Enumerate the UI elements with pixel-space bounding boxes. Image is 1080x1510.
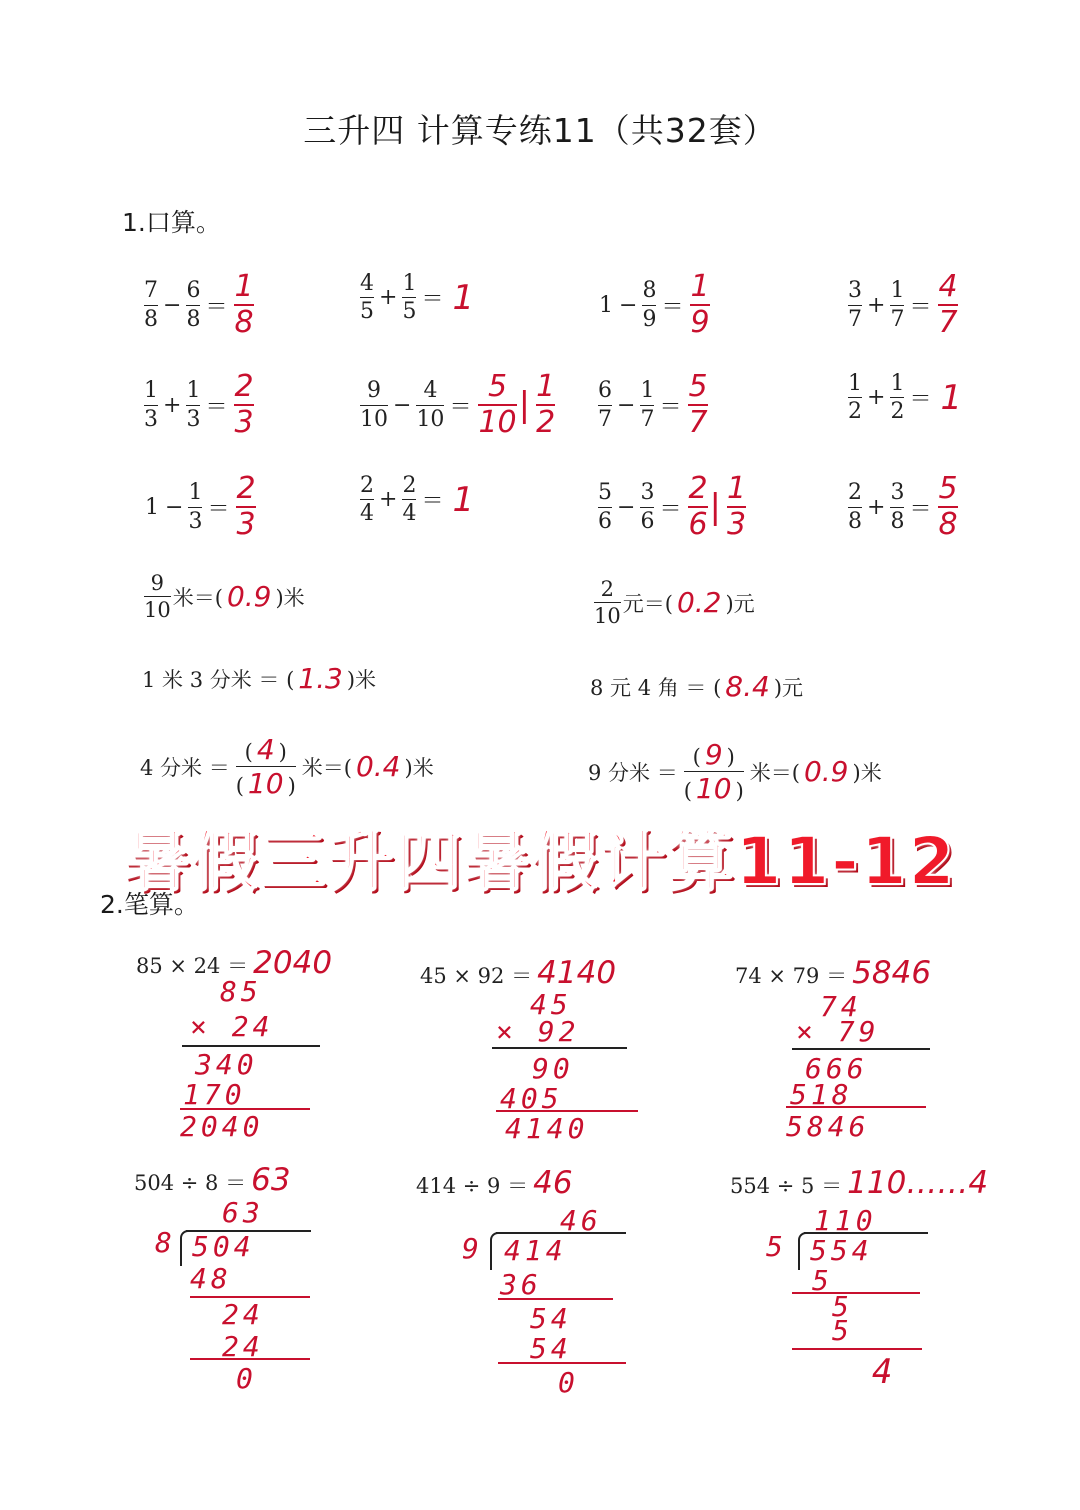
unit-question-1	[142, 572, 305, 621]
work-top: 74	[820, 990, 862, 1023]
unit-text: 4 分米 ＝	[140, 755, 230, 780]
equals-sign: ＝	[909, 496, 932, 522]
fraction	[594, 578, 621, 627]
work-divisor: 9	[462, 1232, 483, 1265]
work-multiplier: × 24	[190, 1010, 274, 1043]
unit-text: )米	[275, 585, 305, 610]
fraction	[890, 279, 904, 330]
written-div-1	[134, 1162, 291, 1198]
work-subtract-2: 24	[222, 1330, 264, 1363]
denominator: 6	[640, 508, 655, 534]
work-remainder-2: 4	[872, 1352, 897, 1392]
oral-question	[358, 272, 474, 323]
denominator: 7	[640, 406, 655, 432]
denominator: 8	[848, 508, 862, 534]
handwritten-answer: 0.2	[676, 586, 722, 620]
unit-question-4	[590, 670, 803, 703]
rule-line	[792, 1348, 922, 1350]
denominator: 3	[186, 406, 201, 432]
handwritten-denominator: 10	[478, 405, 517, 440]
equals-sign: ＝	[909, 294, 932, 320]
handwritten-fraction	[688, 369, 708, 440]
denominator: 9	[642, 306, 657, 332]
problem-text: 554 ÷ 5 ＝	[730, 1174, 843, 1198]
work-partial-1: 90	[532, 1052, 574, 1085]
handwritten-numerator: 1	[727, 471, 747, 506]
unit-question-5	[140, 735, 434, 799]
unit-text: 9 分米 ＝	[588, 760, 678, 785]
operator: −	[163, 292, 182, 318]
work-partial-2: 405	[500, 1082, 563, 1115]
handwritten-answer: 1	[452, 479, 475, 520]
operator: −	[617, 494, 636, 520]
numerator: 1	[640, 378, 655, 404]
fraction	[598, 481, 612, 532]
fraction	[890, 372, 904, 423]
equals-sign: ＝	[421, 287, 444, 313]
work-remainder-2: 0	[558, 1366, 579, 1399]
oral-question	[596, 369, 708, 440]
unit-question-6	[588, 740, 882, 804]
rule-line	[190, 1358, 310, 1360]
work-result: 5846	[786, 1110, 870, 1143]
handwritten-fraction	[536, 369, 556, 440]
section-written-label: 2.笔算。	[100, 890, 199, 919]
oral-question	[358, 474, 474, 525]
numerator: 6	[598, 378, 612, 404]
fraction	[640, 379, 654, 430]
fraction	[144, 572, 171, 621]
unit-text: )元	[773, 675, 804, 700]
handwritten-denominator: 3	[727, 507, 747, 542]
handwritten-answer: 1	[452, 277, 475, 318]
problem-text: 74 × 79 ＝	[735, 964, 848, 988]
handwritten-numerator: 1	[234, 269, 254, 304]
handwritten-denominator: 9	[690, 305, 710, 340]
operator: +	[163, 392, 182, 418]
handwritten-numerator: 4	[938, 269, 958, 304]
numerator: 6	[186, 278, 201, 304]
equals-sign: ＝	[205, 294, 228, 320]
work-remainder-1: 24	[222, 1298, 264, 1331]
operator: +	[379, 487, 398, 513]
operator: +	[867, 292, 886, 318]
handwritten-denominator: 8	[234, 305, 254, 340]
denominator: 3	[144, 406, 158, 432]
rule-line	[792, 1292, 920, 1294]
work-top: 45	[530, 988, 572, 1021]
handwritten-denominator: 7	[938, 305, 958, 340]
numerator: 3	[890, 480, 905, 506]
work-quotient: 110	[814, 1204, 877, 1237]
numerator: 1	[402, 271, 417, 296]
fraction	[642, 279, 656, 330]
work-subtract-1: 5	[812, 1264, 833, 1297]
unit-text: 1 米 3 分米 ＝ (	[142, 667, 295, 692]
handwritten-denominator: 10	[695, 772, 732, 806]
numerator: 2	[600, 577, 615, 601]
handwritten-fraction	[727, 471, 747, 542]
handwritten-answer: 0.4	[355, 750, 401, 784]
operator: −	[165, 494, 184, 520]
denominator: 7	[848, 306, 862, 332]
work-partial-2: 518	[790, 1078, 853, 1111]
work-subtract-2: 5	[832, 1314, 853, 1347]
fraction	[640, 481, 654, 532]
unit-text: 8 元 4 角 ＝ (	[590, 675, 722, 700]
written-mul-3	[735, 955, 931, 991]
unit-text: 米＝(	[172, 585, 223, 610]
handwritten-answer: 63	[251, 1162, 291, 1198]
work-remainder-1: 54	[530, 1302, 572, 1335]
denominator: 10	[594, 604, 621, 629]
denominator: 3	[188, 508, 203, 534]
work-remainder-2: 0	[236, 1362, 257, 1395]
handwritten-answer: 46	[533, 1165, 573, 1201]
equals-sign: ＝	[659, 394, 682, 420]
operator: −	[393, 392, 412, 418]
unit-text: 米＝(	[301, 755, 352, 780]
handwritten-numerator: 2	[234, 369, 254, 404]
handwritten-numerator: 1	[690, 269, 710, 304]
handwritten-denominator: 7	[688, 405, 708, 440]
unit-question-3	[142, 662, 376, 695]
oral-question	[846, 372, 962, 423]
handwritten-fraction	[234, 269, 254, 340]
equals-sign: ＝	[207, 496, 230, 522]
numerator: 4	[423, 378, 438, 404]
work-partial-1: 340	[195, 1048, 258, 1081]
work-divisor: 5	[766, 1230, 787, 1263]
work-result: 2040	[180, 1110, 264, 1143]
handwritten-answer: 2040	[253, 945, 333, 981]
fraction	[186, 279, 200, 330]
work-partial-1: 666	[805, 1052, 868, 1085]
rule-line	[786, 1106, 926, 1108]
numerator: 9	[367, 378, 381, 404]
handwritten-denominator: 3	[234, 405, 254, 440]
handwritten-denominator: 10	[247, 767, 284, 801]
problem-text: 414 ÷ 9 ＝	[416, 1174, 529, 1198]
denominator: 2	[848, 399, 862, 425]
handwritten-numerator: 9	[704, 738, 723, 771]
handwritten-fraction	[478, 369, 517, 440]
denominator: 10	[360, 406, 388, 432]
denominator: 4	[402, 501, 417, 527]
oral-question	[596, 269, 710, 340]
oral-question	[142, 471, 256, 542]
work-subtract-1: 36	[500, 1268, 542, 1301]
handwritten-numerator: 2	[236, 471, 256, 506]
fraction	[144, 379, 158, 430]
numerator: 5	[598, 480, 612, 506]
numerator: 1	[186, 378, 201, 404]
page-title: 三升四 计算专练11（共32套）	[303, 111, 777, 150]
numerator: 2	[848, 480, 862, 506]
rule-line	[498, 1362, 626, 1364]
work-subtract-1: 48	[190, 1262, 232, 1295]
overlay-banner: 暑假三升四暑假计算11-12	[123, 823, 957, 900]
handwritten-fraction	[690, 269, 710, 340]
fraction	[360, 379, 388, 430]
denominator: 4	[360, 501, 374, 527]
fraction	[402, 474, 416, 525]
answer-separator: |	[518, 385, 531, 425]
oral-question	[142, 269, 254, 340]
work-subtract-2: 54	[530, 1332, 572, 1365]
numerator: 1	[848, 371, 862, 396]
fraction	[186, 379, 200, 430]
work-partial-2: 170	[183, 1078, 246, 1111]
rule-line	[792, 1048, 930, 1050]
numerator: 9	[150, 571, 165, 595]
work-divisor: 8	[155, 1226, 176, 1259]
handwritten-fraction	[236, 471, 256, 542]
operator: −	[619, 292, 638, 318]
handwritten-fraction	[938, 269, 958, 340]
division-bracket	[180, 1230, 188, 1266]
numerator: 1	[144, 378, 158, 404]
operator: +	[379, 285, 398, 311]
denominator: 8	[890, 508, 905, 534]
handwritten-numerator: 5	[938, 471, 958, 506]
work-dividend: 554	[810, 1234, 873, 1267]
work-quotient: 46	[560, 1204, 602, 1237]
problem-text: 45 × 92 ＝	[420, 964, 533, 988]
equals-sign: ＝	[909, 387, 932, 413]
whole-number: 1	[145, 494, 159, 520]
work-result: 4140	[505, 1112, 589, 1145]
oral-question	[846, 471, 958, 542]
denominator: 8	[144, 306, 158, 332]
handwritten-numerator: 5	[488, 369, 508, 404]
fraction	[144, 279, 158, 330]
division-bracket	[490, 1232, 498, 1270]
handwritten-answer: 5846	[852, 955, 932, 991]
denominator: 2	[890, 399, 905, 425]
handwritten-numerator: 4	[256, 733, 275, 766]
oral-question	[142, 369, 254, 440]
work-multiplier: × 92	[496, 1015, 580, 1048]
equals-sign: ＝	[659, 496, 682, 522]
written-div-2	[416, 1165, 573, 1201]
denominator: 7	[890, 306, 905, 332]
operator: +	[867, 494, 886, 520]
unit-text: )米	[346, 667, 377, 692]
denominator: 8	[186, 306, 201, 332]
section-oral-label: 1.口算。	[122, 208, 221, 237]
equals-sign: ＝	[421, 489, 444, 515]
fraction	[598, 379, 612, 430]
operator: +	[867, 385, 886, 411]
answer-separator: |	[709, 487, 722, 527]
fraction	[848, 279, 862, 330]
equals-sign: ＝	[205, 394, 228, 420]
handwritten-fraction	[938, 471, 958, 542]
denominator: 10	[144, 598, 171, 623]
numerator: 7	[144, 278, 158, 304]
fraction	[402, 272, 416, 323]
whole-number: 1	[599, 292, 613, 318]
numerator: 2	[360, 473, 374, 498]
denominator: 6	[598, 508, 612, 534]
handwritten-denominator: 2	[536, 405, 556, 440]
work-dividend: 414	[504, 1234, 567, 1267]
work-dividend: 504	[192, 1230, 255, 1263]
denominator: 10	[416, 406, 445, 432]
handwritten-answer: 110……4	[847, 1165, 989, 1201]
equals-sign: ＝	[449, 394, 472, 420]
handwritten-answer: 8.4	[725, 670, 770, 703]
written-div-3	[730, 1165, 988, 1201]
work-multiplier: × 79	[796, 1015, 880, 1048]
equals-sign: ＝	[661, 294, 684, 320]
denominator: 7	[598, 406, 612, 432]
fraction: $\frac{( 9 )}{( 10 )}$	[683, 738, 744, 806]
handwritten-fraction	[688, 471, 708, 542]
rule-line	[498, 1298, 613, 1300]
operator: −	[617, 392, 636, 418]
fraction	[188, 481, 202, 532]
fraction	[416, 379, 444, 430]
fraction	[360, 272, 374, 323]
unit-text: 米＝(	[749, 760, 800, 785]
fraction	[360, 474, 374, 525]
denominator: 5	[402, 299, 417, 325]
oral-question	[358, 369, 556, 440]
fraction	[890, 481, 904, 532]
handwritten-numerator: 1	[536, 369, 556, 404]
unit-text: 元＝(	[622, 591, 673, 616]
numerator: 3	[640, 480, 655, 506]
numerator: 3	[848, 278, 862, 304]
denominator: 5	[360, 299, 374, 325]
handwritten-answer: 1	[940, 377, 963, 418]
handwritten-denominator: 8	[938, 507, 958, 542]
rule-line	[492, 1047, 627, 1049]
numerator: 8	[642, 278, 657, 304]
numerator: 1	[188, 480, 203, 506]
numerator: 2	[402, 473, 417, 498]
handwritten-answer: 0.9	[803, 755, 849, 789]
unit-text: )米	[404, 755, 434, 780]
written-mul-2	[420, 955, 616, 991]
handwritten-answer: 4140	[537, 955, 617, 991]
unit-question-2	[592, 578, 755, 627]
fraction: $\frac{( 4 )}{( 10 )}$	[235, 733, 296, 801]
numerator: 4	[360, 271, 374, 296]
numerator: 1	[890, 371, 905, 396]
work-quotient: 63	[222, 1196, 264, 1229]
problem-text: 85 × 24 ＝	[136, 954, 249, 978]
handwritten-denominator: 6	[688, 507, 708, 542]
handwritten-denominator: 3	[236, 507, 256, 542]
handwritten-fraction	[234, 369, 254, 440]
work-remainder-1: 5	[832, 1290, 853, 1323]
division-bracket	[798, 1232, 806, 1270]
handwritten-numerator: 5	[688, 369, 708, 404]
problem-text: 504 ÷ 8 ＝	[134, 1171, 247, 1195]
work-top: 85	[220, 975, 262, 1008]
handwritten-numerator: 2	[688, 471, 708, 506]
fraction	[848, 372, 862, 423]
unit-text: )米	[852, 760, 882, 785]
oral-question	[596, 471, 747, 542]
oral-question	[846, 269, 958, 340]
numerator: 1	[890, 278, 905, 304]
unit-text: )元	[725, 591, 755, 616]
handwritten-answer: 1.3	[298, 662, 343, 695]
handwritten-answer: 0.9	[226, 580, 272, 614]
rule-line	[182, 1045, 320, 1047]
fraction	[848, 481, 862, 532]
